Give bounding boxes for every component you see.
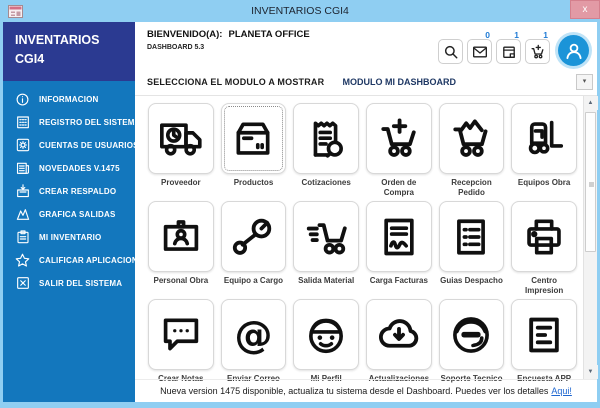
scrollbar[interactable] [583, 96, 597, 379]
exit-icon [14, 275, 31, 292]
module-tile-label: Orden de Compra [381, 178, 417, 197]
sidebar-item-label: INFORMACION [39, 94, 99, 104]
sidebar-item-label: REGISTRO DEL SISTEMA [39, 117, 141, 127]
mail-icon [472, 44, 488, 60]
survey-icon [522, 313, 566, 357]
module-tile-mi-perfil[interactable] [293, 299, 359, 370]
module-cell-equipo-a-cargo [221, 201, 287, 296]
forklift-icon [521, 116, 567, 162]
module-cell-guias-despacho [439, 201, 505, 296]
module-tile-guias-despacho[interactable] [439, 201, 505, 272]
cart-button[interactable] [525, 30, 550, 64]
module-tile-crear-notas[interactable] [148, 299, 214, 370]
scrollbar-thumb[interactable] [585, 112, 596, 252]
sidebar-item-novedades-v-1475[interactable] [3, 157, 135, 180]
close-button[interactable]: x [570, 0, 600, 19]
doc-list-icon [449, 215, 493, 259]
scroll-down-icon[interactable]: ▼ [584, 365, 598, 379]
module-tile-label: Enviar Correo [227, 374, 280, 383]
printer-icon [521, 214, 567, 260]
search-button[interactable] [438, 39, 463, 64]
welcome-text [147, 29, 310, 40]
module-tile-label: Proveedor [161, 178, 201, 187]
info-icon [14, 91, 31, 108]
module-tile-label: Personal Obra [153, 276, 209, 285]
user-avatar-icon [563, 40, 585, 62]
sidebar-item-salir-del-sistema[interactable] [3, 272, 135, 295]
module-tile-recepcion-pedido[interactable] [439, 103, 505, 174]
user-name: PLANETA OFFICE [228, 29, 310, 40]
badge-icon [159, 215, 203, 259]
module-cell-centro-impresion [511, 201, 577, 296]
building-icon [14, 114, 31, 131]
module-selector-value[interactable]: MODULO MI DASHBOARD [342, 77, 456, 87]
scrollbar-track[interactable] [584, 110, 598, 365]
module-tile-label: Salida Material [298, 276, 355, 285]
module-selector-row [135, 68, 597, 96]
module-tile-equipo-a-cargo[interactable] [221, 201, 287, 272]
module-tile-label: Carga Facturas [369, 276, 428, 285]
clipboard-icon [14, 229, 31, 246]
box-icon [231, 117, 275, 161]
user-avatar[interactable] [558, 35, 589, 66]
invoice-icon [377, 215, 421, 259]
status-message: Nueva version 1475 disponible, actualiza tu sistema desde el Dashboard. Puedes ver los detalles [160, 386, 549, 396]
titlebar [3, 0, 597, 22]
package-icon [501, 44, 517, 60]
chart-icon [14, 206, 31, 223]
dashboard-version: DASHBOARD 5.3 [147, 44, 205, 51]
module-tile-label: Recepcion Pedido [451, 178, 492, 197]
sidebar-item-calificar-aplicacion[interactable] [3, 249, 138, 272]
sidebar-item-cuentas-de-usuarios[interactable] [3, 134, 139, 157]
module-grid-area [135, 96, 597, 383]
module-cell-proveedor [148, 103, 214, 198]
module-tile-equipos-obra[interactable] [511, 103, 577, 174]
module-tile-label: Cotizaciones [301, 178, 351, 187]
module-cell-carga-facturas [366, 201, 432, 296]
sidebar-item-label: CALIFICAR APLICACION [39, 255, 138, 265]
notification-badge: 0 [485, 30, 490, 40]
sidebar [3, 22, 141, 402]
sidebar-item-informacion[interactable] [3, 88, 135, 111]
module-tile-label: Mi Perfil [310, 374, 342, 383]
notification-badge: 1 [514, 30, 519, 40]
module-tile-centro-impresion[interactable] [511, 201, 577, 272]
chevron-down-icon[interactable]: ▾ [576, 74, 593, 90]
module-cell-recepcion-pedido [439, 103, 505, 198]
module-tile-encuesta-app[interactable] [511, 299, 577, 370]
module-grid [135, 96, 583, 383]
module-tile-label: Productos [233, 178, 274, 187]
cart-plus-icon [530, 44, 546, 60]
sidebar-item-label: MI INVENTARIO [39, 232, 102, 242]
module-cell-productos [221, 103, 287, 198]
at-icon: @ [234, 312, 273, 357]
module-tile-personal-obra[interactable] [148, 201, 214, 272]
truck-icon [158, 116, 204, 162]
module-tile-label: Encuesta APP [517, 374, 572, 383]
sidebar-app-name [3, 22, 135, 81]
module-cell-salida-material [293, 201, 359, 296]
sidebar-item-label: CREAR RESPALDO [39, 186, 117, 196]
statusbar [135, 379, 597, 402]
cart-add-icon [376, 116, 422, 162]
module-selector-label: SELECCIONA EL MODULO A MOSTRAR [147, 77, 325, 87]
module-tile-label: Crear Notas [158, 374, 204, 383]
welcome-label: BIENVENIDO(A): [147, 29, 223, 40]
sidebar-item-label: NOVEDADES V.1475 [39, 163, 120, 173]
scrollbar-grip [589, 182, 594, 187]
module-tile-soporte-tecnico[interactable] [439, 299, 505, 370]
sidebar-item-mi-inventario[interactable] [3, 226, 135, 249]
window-title: INVENTARIOS CGI4 [251, 5, 349, 17]
module-tile-label: Equipo a Cargo [223, 276, 284, 285]
module-tile-enviar-correo[interactable] [221, 299, 287, 370]
app-name-line2: CGI4 [15, 51, 45, 66]
search-icon [443, 44, 459, 60]
app-name-line1: INVENTARIOS [15, 33, 100, 47]
module-tile-salida-material[interactable] [293, 201, 359, 272]
backup-icon [14, 183, 31, 200]
module-tile-label: Centro Impresion [525, 276, 564, 295]
headset-icon [448, 312, 494, 358]
module-tile-orden-de-compra[interactable] [366, 103, 432, 174]
main-header [135, 22, 597, 68]
tool-icon [230, 214, 276, 260]
module-tile-label: Actualizaciones [368, 374, 430, 383]
sidebar-item-label: GRAFICA SALIDAS [39, 209, 116, 219]
chat-icon [159, 313, 203, 357]
mail-button[interactable] [467, 30, 492, 64]
status-link[interactable]: Aqui! [551, 386, 572, 396]
gear-icon [14, 137, 31, 154]
module-cell-cotizaciones [293, 103, 359, 198]
cart-full-icon [448, 116, 494, 162]
module-cell-orden-de-compra [366, 103, 432, 198]
cart-out-icon [303, 214, 349, 260]
sidebar-item-grafica-salidas[interactable] [3, 203, 135, 226]
scroll-up-icon[interactable]: ▲ [584, 96, 598, 110]
module-tile-label: Equipos Obra [517, 178, 571, 187]
module-tile-productos[interactable] [221, 103, 287, 174]
package-button[interactable] [496, 30, 521, 64]
module-cell-personal-obra [148, 201, 214, 296]
quote-icon [303, 116, 349, 162]
sidebar-item-label: CUENTAS DE USUARIOS [39, 140, 139, 150]
main-panel [135, 22, 597, 402]
sidebar-nav [3, 81, 141, 307]
module-tile-carga-facturas[interactable] [366, 201, 432, 272]
sidebar-item-crear-respaldo[interactable] [3, 180, 135, 203]
star-icon [14, 252, 31, 269]
module-tile-label: Guias Despacho [440, 276, 503, 285]
module-cell-equipos-obra [511, 103, 577, 198]
news-icon [14, 160, 31, 177]
module-tile-actualizaciones[interactable] [366, 299, 432, 370]
profile-icon [303, 312, 349, 358]
module-tile-cotizaciones[interactable] [293, 103, 359, 174]
notification-badge: 1 [543, 30, 548, 40]
sidebar-item-label: SALIR DEL SISTEMA [39, 278, 123, 288]
module-tile-label: Soporte Tecnico [440, 374, 503, 383]
module-tile-proveedor[interactable] [148, 103, 214, 174]
sidebar-item-registro-del-sistema[interactable] [3, 111, 141, 134]
toolbar [438, 29, 589, 66]
cloud-download-icon [376, 312, 422, 358]
